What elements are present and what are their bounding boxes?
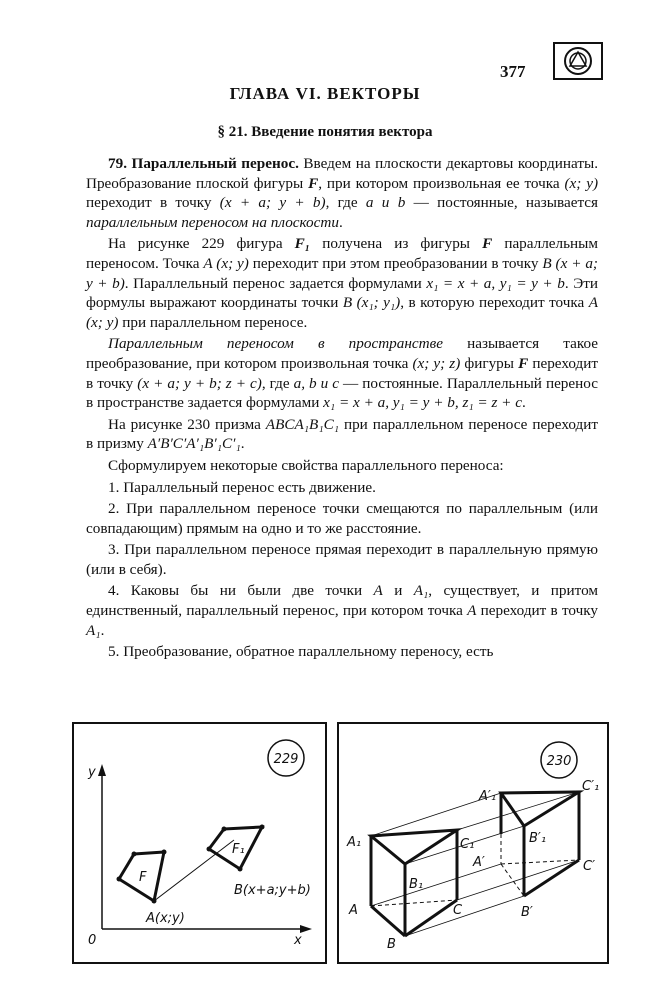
paragraph-figure-229	[86, 234, 598, 332]
text: , где	[325, 194, 366, 212]
math: (x; y; z)	[412, 354, 461, 372]
text: при параллельном переносе.	[118, 313, 308, 331]
math: B (x + a; y + b)	[86, 254, 598, 292]
label-C1-prime: C′₁	[582, 779, 600, 794]
paragraph-definition-space	[86, 334, 598, 412]
label-F: F	[139, 870, 147, 885]
math: (x + a; y + b)	[219, 194, 326, 212]
text: фигуры	[460, 354, 519, 372]
text: Введем на плоскости декартовы координаты. Преобразование плоской фигуры	[86, 155, 598, 192]
term: параллельным переносом на плоскости	[86, 213, 339, 231]
math: A (x; y)	[203, 254, 249, 272]
section-title: § 21. Введение понятия вектора	[217, 124, 433, 140]
x-axis-arrow-icon	[300, 925, 312, 933]
text: — постоянные, называется	[405, 194, 599, 212]
text: На рисунке 230 призма	[108, 415, 266, 433]
math: a, b и c	[293, 374, 340, 392]
page-number: 377	[500, 62, 526, 81]
math: A	[373, 582, 383, 600]
y-axis-arrow-icon	[98, 764, 106, 776]
text: получена из фигуры	[310, 235, 483, 253]
math: x₁ = x + a, y₁ = y + b	[426, 274, 565, 292]
property-2: 2. При параллельном переносе точки смещаются по параллельным (или совпадающим) прямым на одно и то же расстояние.	[86, 500, 598, 537]
math: (x + a; y + b; z + c)	[137, 374, 262, 392]
paragraph-properties-intro: Сформулируем некоторые свойства параллельного переноса:	[108, 456, 504, 474]
figure-229	[72, 722, 327, 964]
text: . Параллельный перенос задается формулами	[124, 274, 427, 292]
figure-230-diagram	[339, 724, 607, 962]
x-axis-label: x	[294, 933, 302, 948]
main-text	[86, 154, 598, 664]
text: . Эти формулы выражают координаты точки	[86, 274, 598, 312]
text: , существует, и притом единственный, параллельный перенос, при котором точка	[86, 582, 598, 620]
property-1: 1. Параллельный перенос есть движение.	[108, 478, 376, 496]
label-F1: F₁	[232, 842, 245, 857]
figure-230	[337, 722, 609, 964]
label-B-prime: B′	[521, 905, 533, 920]
text: .	[100, 621, 105, 639]
text: переходит в точку	[86, 194, 220, 212]
text: .	[521, 394, 526, 412]
figure-229-diagram	[74, 724, 325, 962]
property-4	[86, 581, 598, 640]
y-axis-label: y	[88, 765, 96, 780]
hidden-edge	[501, 860, 579, 864]
paragraph-lead: 79. Параллельный перенос.	[108, 155, 299, 172]
text: при параллельном переносе переходит в призму	[86, 415, 598, 453]
property-3: 3. При параллельном переносе прямая переходит в параллельную прямую (или в себя).	[86, 541, 598, 578]
text: .	[338, 213, 343, 231]
hidden-edge	[371, 900, 457, 906]
math: F₁	[294, 235, 311, 253]
math: a и b	[365, 194, 406, 212]
math: B (x₁; y₁)	[342, 294, 401, 312]
math: x₁ = x + a, y₁ = y + b, z₁ = z + c	[323, 394, 522, 412]
label-A: A	[349, 903, 358, 918]
text: переходит при этом преобразовании в точку	[248, 254, 543, 272]
label-A-prime: A′	[473, 855, 485, 870]
figure-number: 230	[546, 754, 572, 769]
figure-number: 229	[273, 752, 299, 767]
label-C1: C₁	[460, 837, 475, 852]
translation-segment	[154, 840, 234, 901]
math: F	[308, 174, 319, 192]
text: переходит в точку	[86, 354, 598, 392]
hidden-edge	[501, 864, 524, 896]
publisher-logo-icon	[553, 42, 603, 80]
math: F	[482, 235, 493, 253]
label-B1: B₁	[409, 877, 424, 892]
text: называется такое преобразование, при котором произвольная точка	[86, 335, 598, 372]
label-C-prime: C′	[583, 859, 596, 874]
text: , где	[261, 374, 294, 392]
text: , в которую переходит точка	[400, 294, 589, 312]
math: A₁	[86, 621, 101, 639]
term: Параллельным переносом в пространстве	[108, 335, 443, 353]
label-B: B	[387, 937, 396, 952]
text: На рисунке 229 фигура	[108, 235, 295, 253]
chapter-title: ГЛАВА VI. ВЕКТОРЫ	[229, 84, 421, 103]
math: A	[467, 602, 477, 620]
math: A′B′C′A′₁B′₁C′₁	[147, 435, 241, 453]
math: A (x; y)	[86, 294, 598, 331]
text: 4. Каковы бы ни были две точки	[108, 582, 374, 600]
text: .	[240, 435, 245, 453]
origin-label: 0	[88, 933, 97, 948]
label-A: A(x;y)	[146, 911, 185, 926]
label-B1-prime: B′₁	[529, 831, 547, 846]
paragraph-definition-plane	[86, 154, 598, 232]
math: (x; y)	[564, 174, 598, 192]
label-B: B(x+a;y+b)	[234, 883, 311, 898]
label-A1: A₁	[347, 835, 362, 850]
math: A₁	[413, 582, 429, 600]
text: параллельным переносом. Точка	[86, 235, 598, 272]
text: и	[382, 582, 414, 600]
label-C: C	[453, 903, 463, 918]
property-5: 5. Преобразование, обратное параллельному переносу, есть	[108, 643, 494, 661]
paragraph-figure-230	[86, 415, 598, 454]
math: ABCA₁B₁C₁	[265, 415, 340, 433]
math: F	[518, 354, 529, 372]
text: переходит в точку	[476, 602, 598, 620]
text: , при котором произвольная ее точка	[318, 174, 565, 192]
text: — постоянные. Параллельный перенос в пространстве задается формулами	[86, 374, 598, 412]
label-A1-prime: A′₁	[479, 789, 497, 804]
